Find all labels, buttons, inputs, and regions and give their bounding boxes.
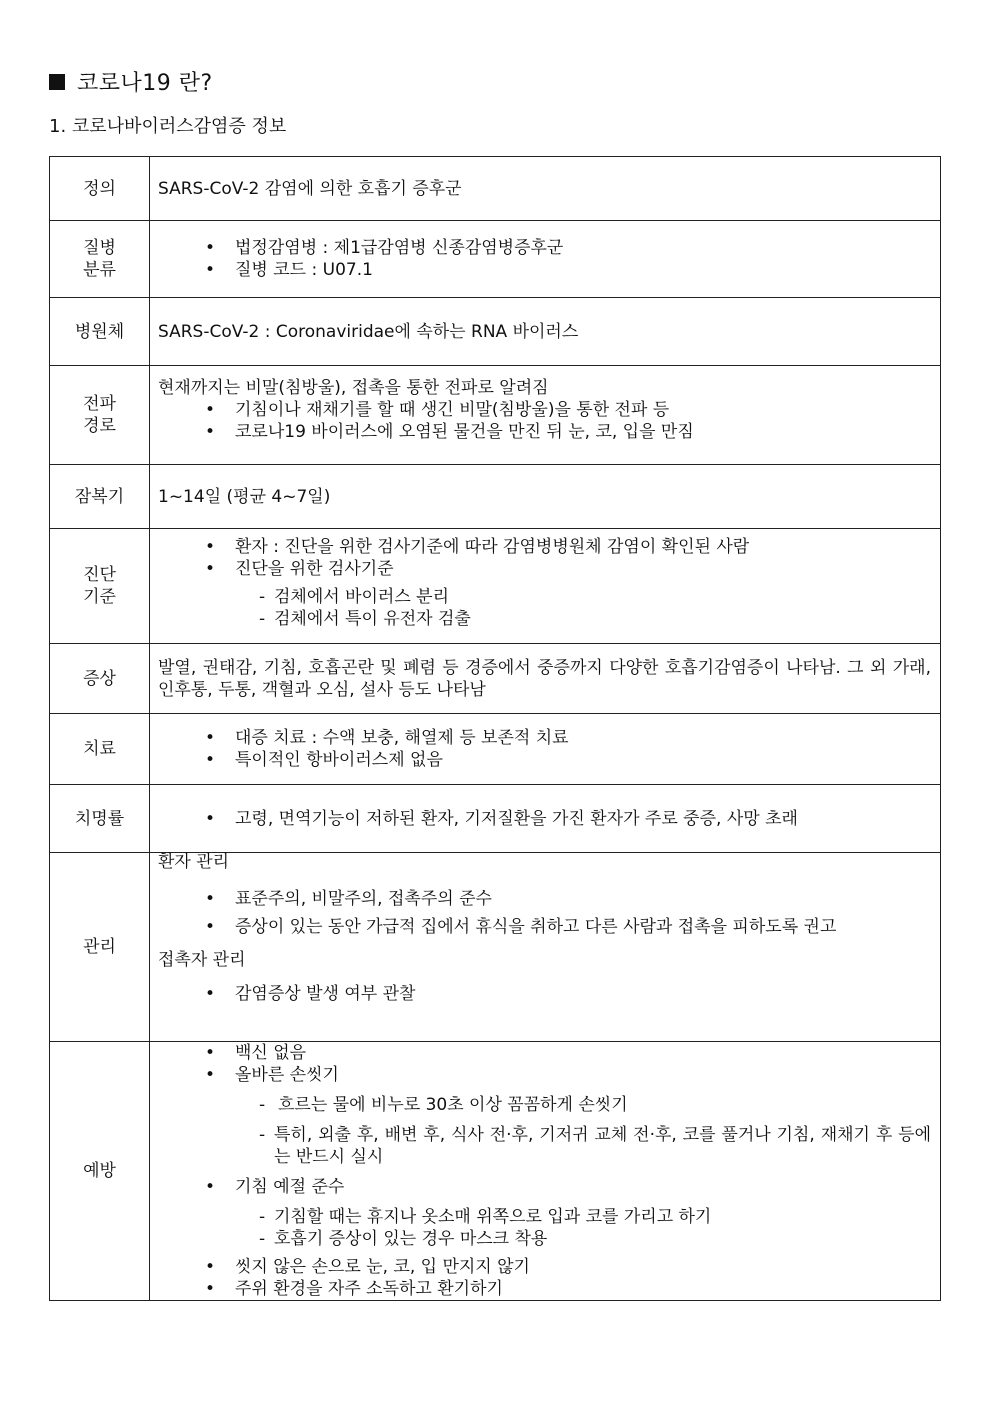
label-definition: 정의 [50, 157, 150, 221]
list-item: • 올바른 손씻기 [158, 1064, 931, 1086]
label-symptoms: 증상 [50, 644, 150, 714]
content-prevention [150, 1042, 941, 1301]
content-definition: SARS-CoV-2 감염에 의한 호흡기 증후군 [150, 157, 941, 221]
sub-item: - 검체에서 특이 유전자 검출 [158, 608, 931, 630]
content-diagnosis [150, 529, 941, 644]
list-item: • 감염증상 발생 여부 관찰 [158, 983, 931, 1005]
row-treatment [50, 714, 941, 785]
list-item: • 진단을 위한 검사기준 [158, 558, 931, 580]
content-transmission [150, 366, 941, 465]
sub-item: - 기침할 때는 휴지나 옷소매 위쪽으로 입과 코를 가리고 하기 [158, 1206, 931, 1228]
label-line: 분류 [83, 260, 116, 280]
list-item: • 법정감염병 : 제1급감염병 신종감염병증후군 [158, 237, 931, 259]
label-line: 전파 [83, 394, 116, 414]
label-fatality: 치명률 [50, 785, 150, 853]
sub-item: - 검체에서 바이러스 분리 [158, 586, 931, 608]
label-pathogen: 병원체 [50, 298, 150, 366]
row-incubation [50, 465, 941, 529]
content-pathogen: SARS-CoV-2 : Coronaviridae에 속하는 RNA 바이러스 [150, 298, 941, 366]
label-incubation: 잠복기 [50, 465, 150, 529]
content-management [150, 853, 941, 1042]
list-item: • 환자 : 진단을 위한 검사기준에 따라 감염병병원체 감염이 확인된 사람 [158, 536, 931, 558]
label-diagnosis [50, 529, 150, 644]
list-item: • 질병 코드 : U07.1 [158, 259, 931, 281]
content-symptoms: 발열, 권태감, 기침, 호흡곤란 및 폐렴 등 경증에서 중증까지 다양한 호흡기감염증이 나타남. 그 외 가래, 인후통, 두통, 객혈과 오심, 설사 등도 나타남 [150, 644, 941, 714]
list-item: • 씻지 않은 손으로 눈, 코, 입 만지지 않기 [158, 1256, 931, 1278]
list-item: • 표준주의, 비말주의, 접촉주의 준수 [158, 885, 931, 913]
sub-item: - 흐르는 물에 비누로 30초 이상 꼼꼼하게 손씻기 [158, 1094, 931, 1116]
page-heading-text: 코로나19 란? [77, 71, 213, 96]
transmission-intro: 현재까지는 비말(침방울), 접촉을 통한 전파로 알려짐 [158, 378, 549, 398]
list-item: • 기침이나 재채기를 할 때 생긴 비말(침방울)을 통한 전파 등 [158, 399, 931, 421]
contact-management-title: 접촉자 관리 [158, 950, 246, 970]
list-item: • 대증 치료 : 수액 보충, 해열제 등 보존적 치료 [158, 727, 931, 749]
row-definition [50, 157, 941, 221]
row-fatality [50, 785, 941, 853]
covid-info-table [49, 156, 941, 1301]
content-incubation: 1~14일 (평균 4~7일) [150, 465, 941, 529]
row-classification [50, 221, 941, 298]
row-diagnosis [50, 529, 941, 644]
label-line: 진단 [83, 565, 116, 585]
list-item: • 증상이 있는 동안 가급적 집에서 휴식을 취하고 다른 사람과 접촉을 피하도록 권고 [158, 913, 931, 941]
label-line: 질병 [83, 238, 116, 258]
label-treatment: 치료 [50, 714, 150, 785]
patient-management-title: 환자 관리 [158, 852, 230, 872]
list-item: • 특이적인 항바이러스제 없음 [158, 749, 931, 771]
label-management: 관리 [50, 853, 150, 1042]
label-prevention: 예방 [50, 1042, 150, 1301]
list-item: • 코로나19 바이러스에 오염된 물건을 만진 뒤 눈, 코, 입을 만짐 [158, 421, 931, 443]
row-symptoms [50, 644, 941, 714]
row-pathogen [50, 298, 941, 366]
square-bullet-icon [49, 74, 65, 90]
list-item: • 백신 없음 [158, 1042, 931, 1064]
row-management [50, 853, 941, 1042]
content-treatment [150, 714, 941, 785]
label-transmission [50, 366, 150, 465]
content-fatality [150, 785, 941, 853]
label-classification [50, 221, 150, 298]
content-classification [150, 221, 941, 298]
list-item: • 고령, 면역기능이 저하된 환자, 기저질환을 가진 환자가 주로 중증, 사망 초래 [158, 808, 931, 830]
sub-item: - 특히, 외출 후, 배변 후, 식사 전·후, 기저귀 교체 전·후, 코를 풀거나 기침, 재채기 후 등에는 반드시 실시 [158, 1124, 931, 1168]
page-heading [49, 66, 213, 97]
label-line: 기준 [83, 587, 116, 607]
list-item: • 주위 환경을 자주 소독하고 환기하기 [158, 1278, 931, 1300]
row-transmission [50, 366, 941, 465]
label-line: 경로 [83, 416, 116, 436]
row-prevention [50, 1042, 941, 1301]
section-subheading: 1. 코로나바이러스감염증 정보 [49, 116, 287, 137]
sub-item: - 호흡기 증상이 있는 경우 마스크 착용 [158, 1228, 931, 1250]
list-item: • 기침 예절 준수 [158, 1176, 931, 1198]
